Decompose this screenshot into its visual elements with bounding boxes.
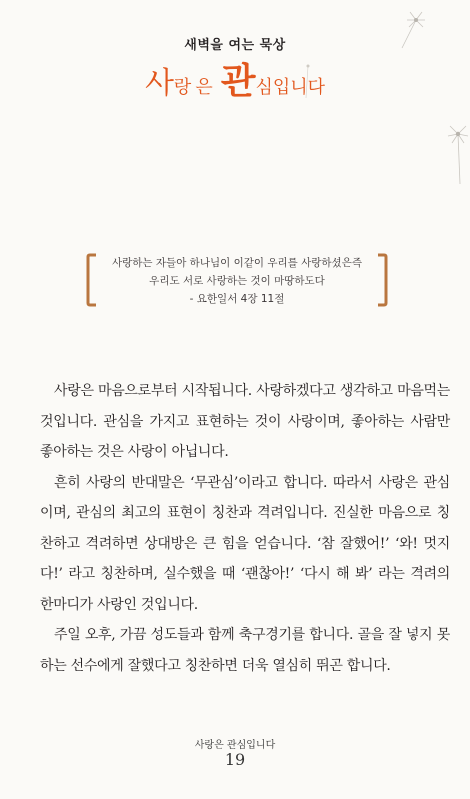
paragraph: 주일 오후, 가끔 성도들과 함께 축구경기를 합니다. 골을 잘 넣지 못하는 선수에게 잘했다고 칭찬하면 더욱 열심히 뛰곤 합니다. [40,627,450,674]
quote-line: 사랑하는 자들아 하나님이 이같이 우리를 사랑하셨은즉 [112,257,362,269]
page-title [0,61,470,102]
quote-line: 우리도 서로 사랑하는 것이 마땅하도다 [149,275,325,287]
title-part: 랑 [173,77,192,98]
paragraph: 사랑은 마음으로부터 시작됩니다. 사랑하겠다고 생각하고 마음먹는 것입니다. 관심을 가지고 표현하는 것이 사랑이며, 좋아하는 사람만 좋아하는 것은 사랑이 아닙니다. [40,383,450,460]
title-part: 관 [220,61,256,102]
title-part: 은 [195,77,213,98]
header-label: 새벽을 여는 묵상 [184,38,286,53]
title-part: 사 [144,66,174,101]
title-part: 심입니다 [255,77,326,98]
dandelion-icon [430,106,470,186]
paragraph: 흔히 사랑의 반대말은 ‘무관심’이라고 합니다. 따라서 사랑은 관심이며, 관심의 최고의 표현이 칭찬과 격려입니다. 진실한 마음으로 칭찬하고 격려하면 상대방은 큰 힘을 얻습니다. ‘참 잘했어!’ ‘와! 멋지다!’ 라고 칭찬하며, 실수했을 때 ‘괜찮아!’ ‘다시 해 봐’ 라는 격려의 한마디가 사랑인 것입니다. [40,474,450,613]
body-text [40,376,450,681]
dandelion-icon [388,8,428,50]
quote-reference: - 요한일서 4장 11절 [189,293,285,305]
footer-label: 사랑은 관심입니다 [194,740,276,751]
page-number: 19 [224,750,246,769]
scripture-quote [92,254,382,308]
